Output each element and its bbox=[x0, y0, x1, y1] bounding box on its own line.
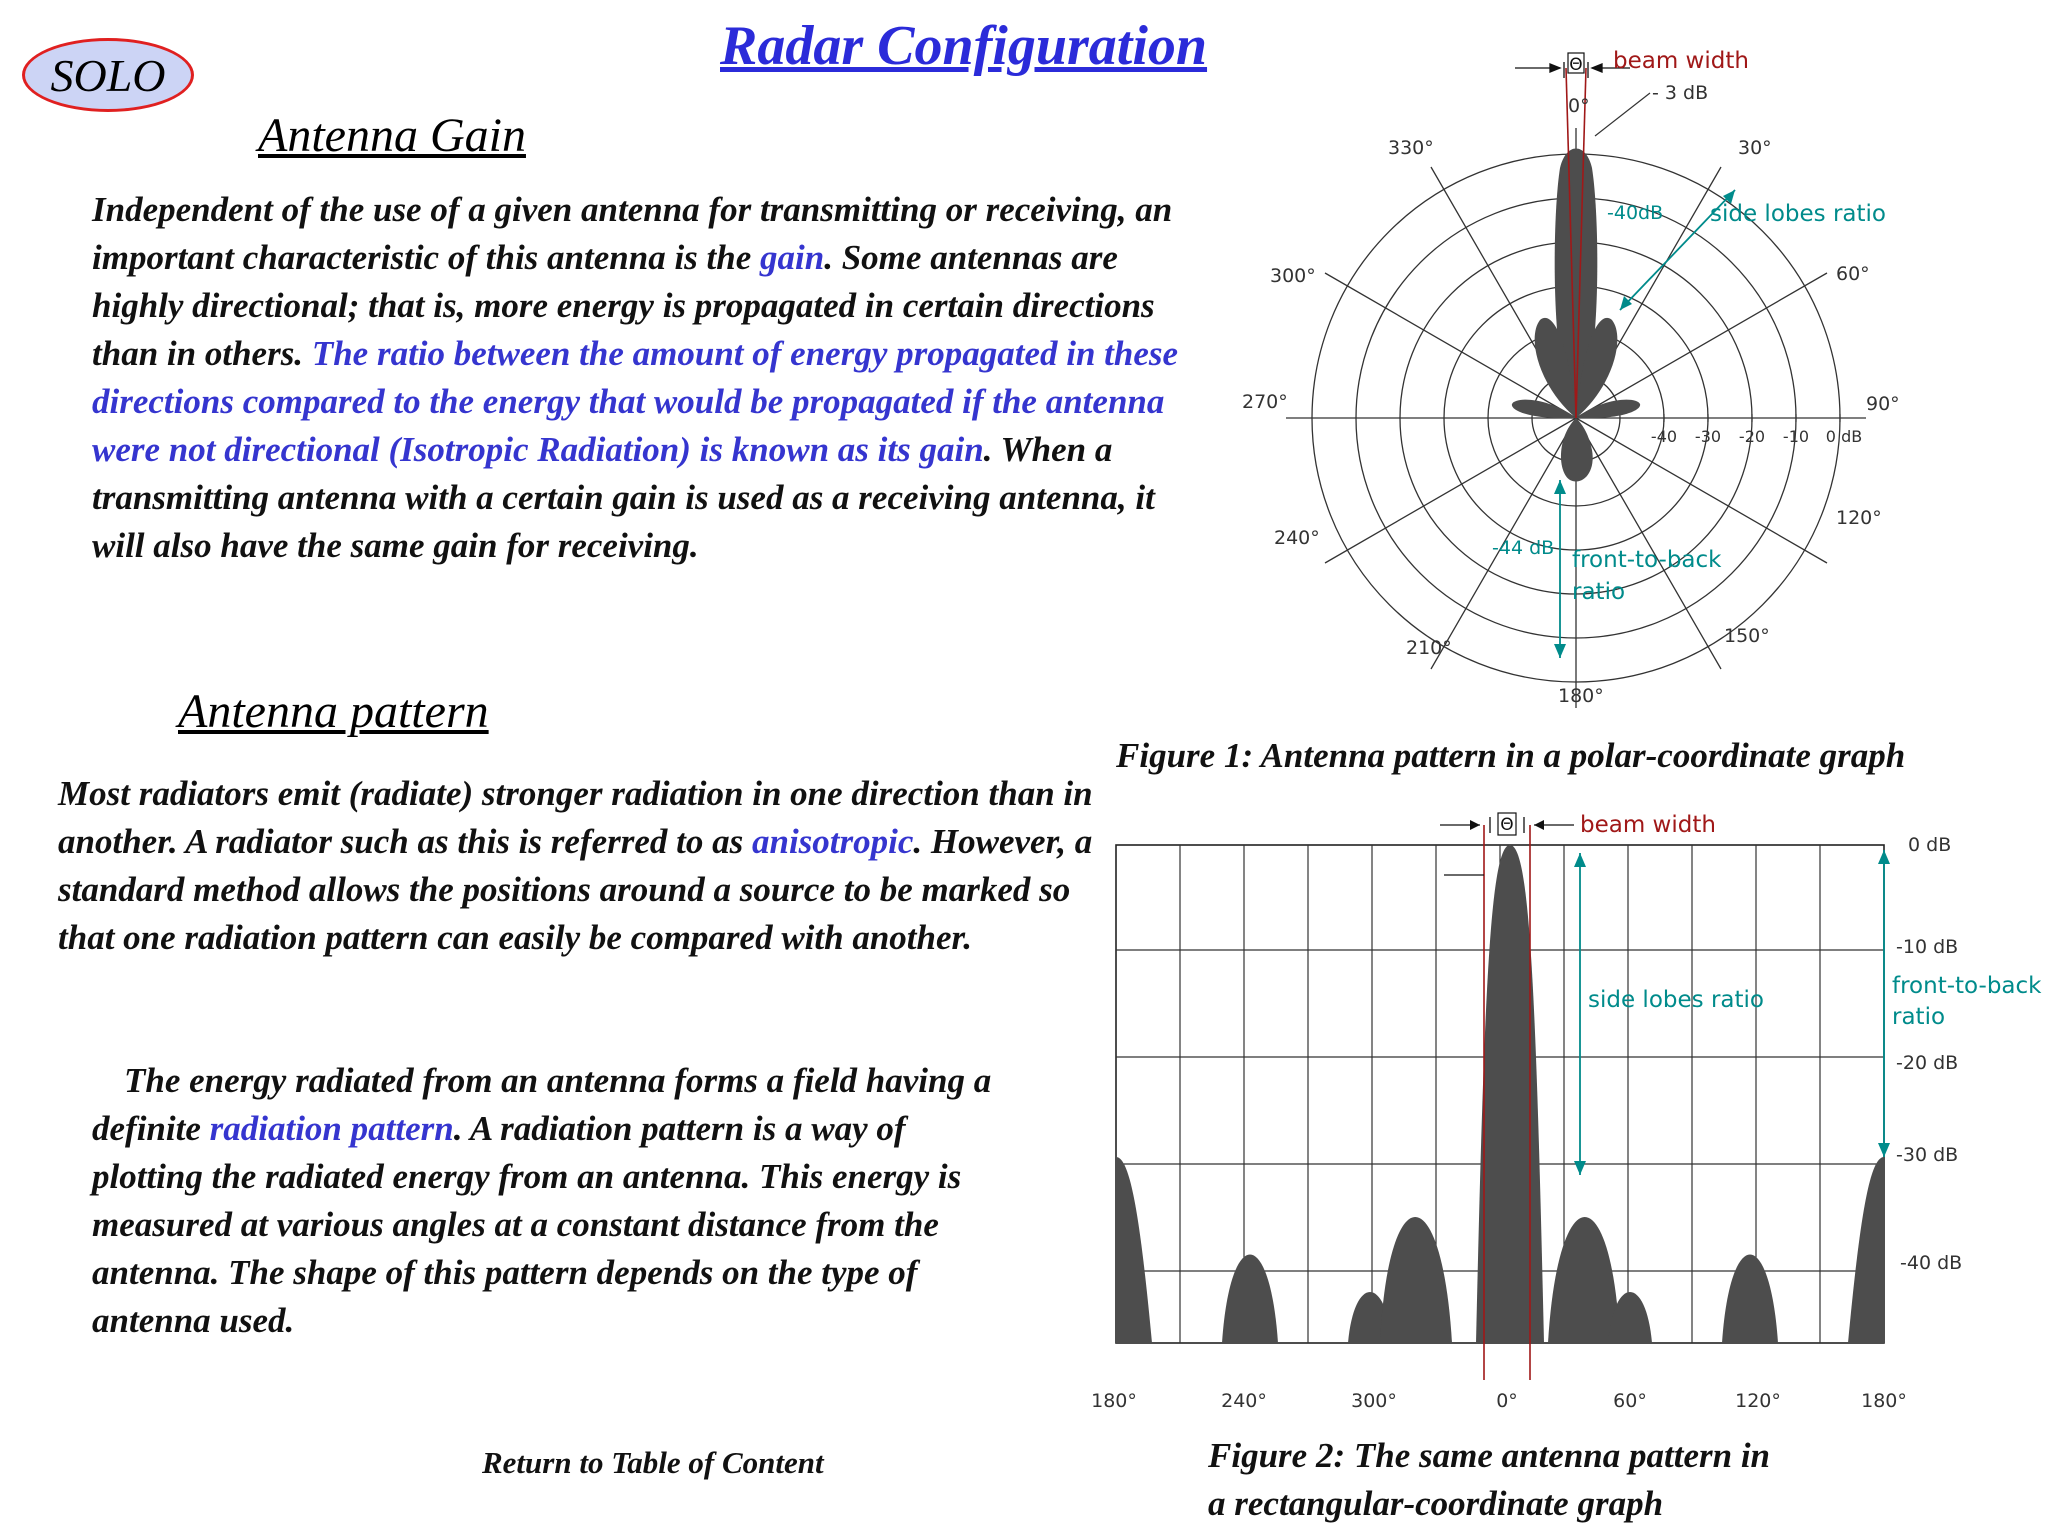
page-title[interactable]: Radar Configuration bbox=[720, 15, 1208, 77]
svg-text:0°: 0° bbox=[1496, 1390, 1518, 1412]
svg-text:-40 dB: -40 dB bbox=[1900, 1252, 1963, 1274]
front-to-back-label-1: front-to-back bbox=[1572, 547, 1722, 573]
svg-text:0°: 0° bbox=[1568, 95, 1590, 117]
svg-text:30°: 30° bbox=[1738, 137, 1772, 159]
svg-text:180°: 180° bbox=[1091, 1390, 1137, 1412]
figure-2-caption-line-1: Figure 2: The same antenna pattern in bbox=[1208, 1436, 1771, 1475]
svg-text:150°: 150° bbox=[1724, 625, 1770, 647]
svg-text:300°: 300° bbox=[1351, 1390, 1397, 1412]
logo-text: SOLO bbox=[50, 49, 166, 101]
radiation-pattern-link[interactable]: radiation pattern bbox=[209, 1109, 454, 1148]
rect-y-ticks bbox=[1896, 834, 1962, 1274]
svg-text:120°: 120° bbox=[1836, 507, 1882, 529]
return-to-toc-link[interactable]: Return to Table of Content bbox=[482, 1445, 824, 1480]
rect-side-lobes-label: side lobes ratio bbox=[1588, 987, 1764, 1013]
svg-text:270°: 270° bbox=[1242, 391, 1288, 413]
gain-definition-highlight: The ratio between the amount of energy propagated in these directions compared to the energy that would be propagated if the antenna were not directional (Isotropic Radiation) is known as its gain bbox=[92, 334, 1179, 469]
theta-symbol: Θ bbox=[1569, 55, 1583, 75]
side-lobes-ratio-label: side lobes ratio bbox=[1710, 201, 1886, 227]
svg-text:300°: 300° bbox=[1270, 265, 1316, 287]
polar-lobes bbox=[1512, 149, 1640, 482]
svg-text:-10: -10 bbox=[1782, 427, 1810, 446]
svg-text:-30 dB: -30 dB bbox=[1896, 1144, 1959, 1166]
minus-3db-label: - 3 dB bbox=[1652, 82, 1709, 104]
rect-theta: Θ bbox=[1500, 815, 1514, 835]
minus-40db-label: -40dB bbox=[1607, 202, 1664, 224]
antenna-pattern-heading: Antenna pattern bbox=[178, 685, 489, 738]
rectangular-pattern-figure bbox=[1080, 795, 2048, 1420]
beam-width-label: beam width bbox=[1613, 48, 1749, 74]
back-lobe bbox=[1561, 418, 1593, 481]
svg-text:180°: 180° bbox=[1558, 685, 1604, 707]
pattern-text-1: Most radiators emit (radiate) stronger radiation in one direction than in another. A radiator such as this is referred to as bbox=[58, 774, 1093, 861]
anisotropic-link[interactable]: anisotropic bbox=[751, 822, 914, 861]
svg-text:90°: 90° bbox=[1866, 393, 1900, 415]
svg-text:-20: -20 bbox=[1738, 427, 1766, 446]
svg-text:120°: 120° bbox=[1735, 1390, 1781, 1412]
antenna-pattern-paragraph-1 bbox=[58, 770, 1118, 962]
rect-beam-width-label: beam width bbox=[1580, 812, 1716, 838]
pattern-text-4: . A radiation pattern is a way of plotting the radiated energy from an antenna. This energy is measured at various angles at a constant distance from the antenna. The shape of this pattern depends on the type of antenna used. bbox=[92, 1109, 962, 1340]
gain-link[interactable]: gain bbox=[760, 238, 825, 277]
svg-text:210°: 210° bbox=[1406, 637, 1452, 659]
gain-text-2: . Some antennas are highly directional; that is, more energy is propagated in certain directions than in others. bbox=[92, 238, 1155, 373]
antenna-pattern-paragraph-2 bbox=[92, 1057, 1012, 1345]
svg-text:-40: -40 bbox=[1650, 427, 1678, 446]
svg-text:-20 dB: -20 dB bbox=[1896, 1052, 1959, 1074]
front-to-back-label-2: ratio bbox=[1572, 579, 1626, 605]
pattern-text-2: . However, a standard method allows the positions around a source to be marked so that one radiation pattern can easily be compared with another. bbox=[58, 822, 1093, 957]
gain-text-1: Independent of the use of a given antenna for transmitting or receiving, an important characteristic of this antenna is the bbox=[92, 190, 1173, 277]
pattern-text-3: The energy radiated from an antenna forms a field having a definite bbox=[92, 1061, 992, 1148]
svg-text:0 dB: 0 dB bbox=[1825, 427, 1863, 446]
figure-2-caption-line-2: a rectangular-coordinate graph bbox=[1208, 1484, 1664, 1523]
svg-text:-10 dB: -10 dB bbox=[1896, 936, 1959, 958]
svg-text:240°: 240° bbox=[1221, 1390, 1267, 1412]
radial-ticks bbox=[1651, 427, 1862, 446]
rect-x-ticks bbox=[1091, 1390, 1907, 1412]
svg-text:60°: 60° bbox=[1613, 1390, 1647, 1412]
gain-text-3: . When a transmitting antenna with a certain gain is used as a receiving antenna, it will also have the same gain for receiving. bbox=[92, 430, 1155, 565]
svg-text:330°: 330° bbox=[1388, 137, 1434, 159]
figure-1-caption: Figure 1: Antenna pattern in a polar-coordinate graph bbox=[1116, 736, 1906, 775]
svg-text:180°: 180° bbox=[1861, 1390, 1907, 1412]
solo-logo bbox=[22, 38, 194, 112]
svg-text:-30: -30 bbox=[1694, 427, 1722, 446]
svg-text:60°: 60° bbox=[1836, 263, 1870, 285]
rect-fb-label-1: front-to-back bbox=[1892, 973, 2042, 999]
svg-text:0 dB: 0 dB bbox=[1908, 834, 1952, 856]
svg-text:240°: 240° bbox=[1274, 527, 1320, 549]
polar-pattern-figure bbox=[1230, 18, 1990, 718]
minus-44db-label: -44 dB bbox=[1492, 537, 1555, 559]
rect-fb-label-2: ratio bbox=[1892, 1004, 1946, 1030]
antenna-gain-paragraph bbox=[92, 186, 1192, 570]
antenna-gain-heading: Antenna Gain bbox=[258, 109, 526, 162]
